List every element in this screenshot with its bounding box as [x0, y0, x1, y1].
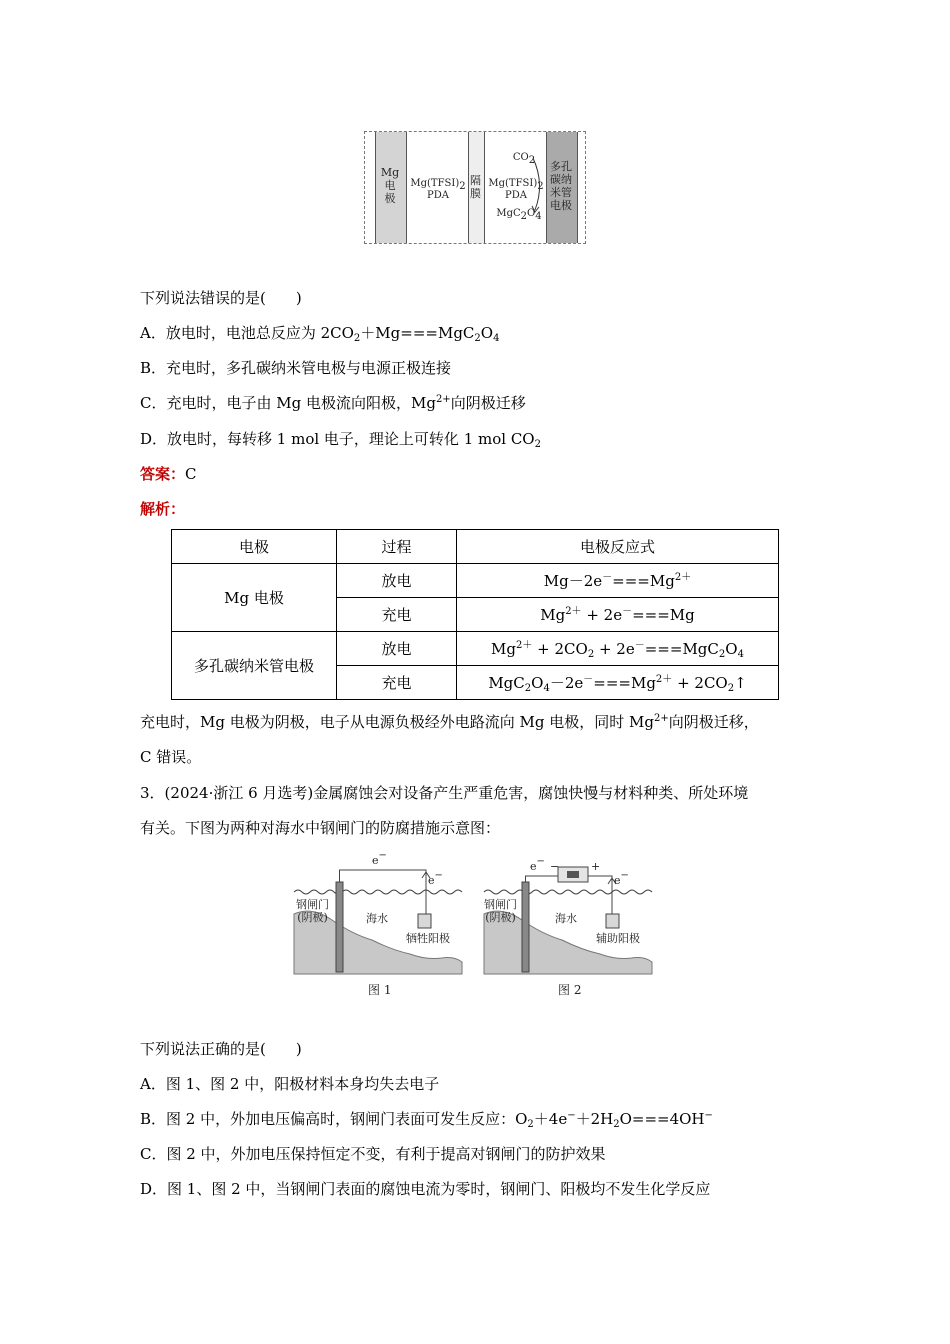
q2-option-c: C．充电时，电子由 Mg 电极流向阳极，$Mg^{2+}$向阴极迁移 [140, 394, 526, 412]
fig2-gate-label: 钢闸门 (阴极) [484, 898, 517, 924]
q3-option-c: C．图 2 中，外加电压保持恒定不变，有利于提高对钢闸门的防护效果 [140, 1145, 606, 1163]
q2-analysis-label: 解析： [140, 500, 186, 518]
table-cell: 放电 [337, 564, 457, 598]
separator-label: 隔 膜 [470, 174, 481, 200]
table-row [172, 564, 779, 598]
fig2-anode-label: 辅助阳极 [596, 932, 640, 945]
q3-option-a: A．图 1、图 2 中，阳极材料本身均失去电子 [140, 1075, 440, 1093]
electrolyte-right-label: $Mg(TFSI)_2$ PDA [488, 178, 544, 201]
table-row [172, 530, 779, 564]
table-cell: $MgC_2O_4-2e^-===Mg^{2+}$ + $2CO_2↑$ [457, 666, 779, 700]
fig2-electron-label: e− [530, 856, 545, 873]
q3-option-d: D．图 1、图 2 中，当钢闸门表面的腐蚀电流为零时，钢闸门、阳极均不发生化学反应 [140, 1180, 711, 1198]
table-cell: $Mg^{2+} + 2e^-===Mg$ [457, 598, 779, 632]
fig2-minus-label: − [550, 860, 560, 873]
fig1-caption: 图 1 [368, 983, 392, 997]
table-header: 过程 [337, 530, 457, 564]
table-cell: $Mg^{2+} + 2CO_2 + 2e^-===MgC_2O_4$ [457, 632, 779, 666]
fig1-seawater-label: 海水 [366, 912, 388, 925]
fig1-gate-label: 钢闸门 (阴极) [296, 898, 329, 924]
table-cell: $Mg-2e^-===Mg^{2+}$ [457, 564, 779, 598]
fig1-electron-label: e− [372, 850, 387, 867]
fig2-electron-label-2: e− [614, 870, 629, 887]
q3-prompt: 下列说法正确的是( ) [140, 1040, 302, 1058]
table-cell: 充电 [337, 598, 457, 632]
q3-stem-1: 3．(2024·浙江 6 月选考)金属腐蚀会对设备产生严重危害，腐蚀快慢与材料种类、所处环境 [140, 784, 749, 802]
fig2-seawater-label: 海水 [555, 912, 577, 925]
co2-label: $CO_2$ [512, 152, 536, 166]
cnt-electrode-label: 多孔 碳纳 米管 电极 [550, 160, 572, 212]
q2-explanation-2: C 错误。 [140, 748, 202, 766]
table-cell: 放电 [337, 632, 457, 666]
q2-answer: 答案：C [140, 465, 197, 483]
table-cell: 充电 [337, 666, 457, 700]
electrolyte-left-label: $Mg(TFSI)_2$ PDA [410, 178, 466, 201]
q2-option-d: D．放电时，每转移 1 mol 电子，理论上可转化 1 mol $CO_2$ [140, 430, 541, 450]
q3-stem-2: 有关。下图为两种对海水中钢闸门的防腐措施示意图： [140, 819, 501, 837]
analysis-table [171, 529, 779, 700]
fig1-anode-label: 牺牲阳极 [406, 932, 450, 945]
table-header: 电极 [172, 530, 337, 564]
fig2-plus-label: + [591, 860, 601, 873]
q2-explanation-1: 充电时，Mg 电极为阴极，电子从电源负极经外电路流向 Mg 电极，同时 $Mg^{2+}$向阴极迁移， [140, 713, 759, 731]
table-cell: Mg 电极 [172, 564, 337, 632]
mgc2o4-label: $MgC_2O_4$ [496, 208, 542, 222]
table-row [172, 632, 779, 666]
battery-diagram [364, 131, 586, 244]
fig1-electron-label-2: e− [428, 870, 443, 887]
table-header: 电极反应式 [457, 530, 779, 564]
q2-option-b: B．充电时，多孔碳纳米管电极与电源正极连接 [140, 359, 452, 377]
q3-option-b: B．图 2 中，外加电压偏高时，钢闸门表面可发生反应：$O_2+4e^-+2H_2O===4OH^-$ [140, 1110, 713, 1130]
table-cell: 多孔碳纳米管电极 [172, 632, 337, 700]
mg-electrode-label: Mg 电 极 [380, 166, 400, 205]
fig2-caption: 图 2 [558, 983, 582, 997]
q2-option-a: A．放电时，电池总反应为 $2CO_2+Mg===MgC_2O_4$ [140, 324, 500, 344]
q2-prompt: 下列说法错误的是( ) [140, 289, 302, 307]
